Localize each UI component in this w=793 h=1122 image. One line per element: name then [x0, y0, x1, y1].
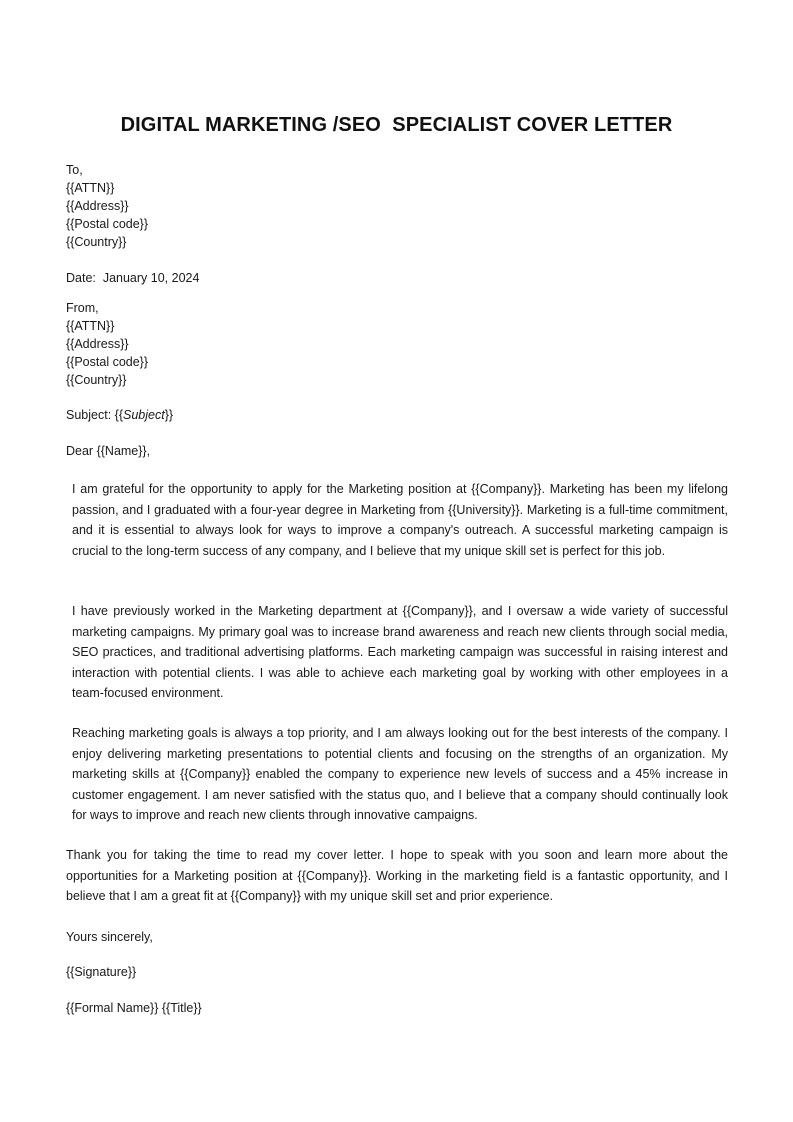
subject-line	[66, 406, 173, 424]
to-address: {{Address}}	[66, 199, 129, 213]
body-paragraph-1: I am grateful for the opportunity to apply for the Marketing position at {{Company}}. Marketing has been my lifelong passion, and I graduated with a four-year degree in Marketing from {{University}}. Marketing is a full-time commitment, and it is essential to always look for ways to improve a company's outreach. A successful marketing campaign is crucial to the long-term success of any company, and I believe that my unique skill set is perfect for this job.	[72, 482, 728, 558]
body-paragraph-4: Thank you for taking the time to read my cover letter. I hope to speak with you soon and learn more about the opportunities for a Marketing position at {{Company}}. Working in the marketing field is a fantastic opportunity, and I believe that I am a great fit at {{Company}} with my unique skill set and prior experience.	[66, 848, 728, 904]
from-postal-code: {{Postal code}}	[66, 355, 149, 369]
closing	[66, 928, 153, 946]
to-label: To,	[66, 163, 83, 177]
subject-suffix: }}	[164, 408, 174, 422]
date-line: Date: January 10, 2024	[66, 271, 200, 285]
salutation-text: Dear {{Name}},	[66, 444, 151, 458]
to-attn: {{ATTN}}	[66, 181, 115, 195]
from-label: From,	[66, 301, 99, 315]
sender-block	[66, 299, 148, 389]
from-country: {{Country}}	[66, 373, 127, 387]
formal-name-text: {{Formal Name}} {{Title}}	[66, 1001, 202, 1015]
formal-name	[66, 999, 202, 1017]
date-block	[66, 269, 199, 287]
signature	[66, 963, 136, 981]
salutation	[66, 442, 150, 460]
subject-label: Subject: {{	[66, 408, 123, 422]
recipient-block	[66, 161, 148, 251]
signature-text: {{Signature}}	[66, 965, 137, 979]
body-paragraph-3: Reaching marketing goals is always a top priority, and I am always looking out for the best interests of the company. I enjoy delivering marketing presentations to potential clients and focusing on the strengths of an organization. My marketing skills at {{Company}} enabled the company to experience new levels of success and a 45% increase in customer engagement. I am never satisfied with the status quo, and I believe that a company should continually look for ways to improve and reach new clients through innovative campaigns.	[72, 726, 728, 823]
closing-text: Yours sincerely,	[66, 930, 153, 944]
to-country: {{Country}}	[66, 235, 127, 249]
body-paragraph-2: I have previously worked in the Marketing department at {{Company}}, and I oversaw a wide variety of successful marketing campaigns. My primary goal was to increase brand awareness and reach new clients through social media, SEO practices, and traditional advertising platforms. Each marketing campaign was successful in raising interest and interaction with potential clients. I was able to achieve each marketing goal by working with other employees in a team-focused environment.	[72, 604, 728, 701]
from-address: {{Address}}	[66, 337, 129, 351]
subject-value: Subject	[123, 408, 165, 422]
document-title: DIGITAL MARKETING /SEO SPECIALIST COVER LETTER	[120, 114, 673, 136]
to-postal-code: {{Postal code}}	[66, 217, 149, 231]
from-attn: {{ATTN}}	[66, 319, 115, 333]
